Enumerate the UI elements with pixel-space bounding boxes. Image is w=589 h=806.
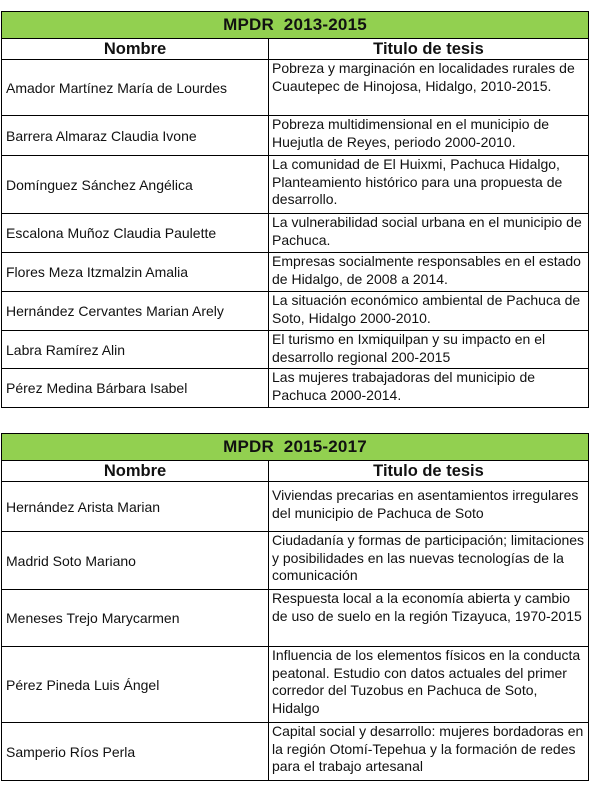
- student-name: Hernández Arista Marian: [2, 482, 269, 532]
- thesis-title: Respuesta local a la economía abierta y cambio de uso de suelo en la región Tizayuca, 1970-2015: [269, 590, 589, 647]
- student-name: Amador Martínez María de Lourdes: [2, 60, 269, 116]
- student-name: Labra Ramírez Alin: [2, 331, 269, 369]
- column-header-nombre: Nombre: [2, 39, 269, 60]
- table-row: [2, 532, 589, 590]
- thesis-title: Influencia de los elementos físicos en la conducta peatonal. Estudio con datos actuales del primer corredor del Tuzobus en Pachuca de Soto, Hidalgo: [269, 647, 589, 723]
- thesis-title: Capital social y desarrollo: mujeres bordadoras en la región Otomí-Tepehua y la formación de redes para el trabajo artesanal: [269, 723, 589, 781]
- thesis-title: Viviendas precarias en asentamientos irregulares del municipio de Pachuca de Soto: [269, 482, 589, 532]
- table-header-row: [2, 461, 589, 482]
- table-row: [2, 647, 589, 723]
- student-name: Barrera Almaraz Claudia Ivone: [2, 116, 269, 156]
- thesis-title: El turismo en Ixmiquilpan y su impacto en el desarrollo regional 200-2015: [269, 331, 589, 369]
- table-row: [2, 723, 589, 781]
- thesis-title: Empresas socialmente responsables en el estado de Hidalgo, de 2008 a 2014.: [269, 253, 589, 292]
- student-name: Flores Meza Itzmalzin Amalia: [2, 253, 269, 292]
- thesis-title: Ciudadanía y formas de participación; limitaciones y posibilidades en las nuevas tecnologías de la comunicación: [269, 532, 589, 590]
- table-title: MPDR 2013-2015: [2, 12, 589, 39]
- column-header-titulo-tesis: Titulo de tesis: [269, 39, 589, 60]
- table-row: [2, 292, 589, 331]
- student-name: Escalona Muñoz Claudia Paulette: [2, 214, 269, 253]
- table-title-row: [2, 434, 589, 461]
- thesis-title: La vulnerabilidad social urbana en el municipio de Pachuca.: [269, 214, 589, 253]
- thesis-title: La situación económico ambiental de Pachuca de Soto, Hidalgo 2000-2010.: [269, 292, 589, 331]
- column-header-nombre: Nombre: [2, 461, 269, 482]
- thesis-title: Pobreza y marginación en localidades rurales de Cuautepec de Hinojosa, Hidalgo, 2010-2015.: [269, 60, 589, 116]
- thesis-title: Pobreza multidimensional en el municipio de Huejutla de Reyes, periodo 2000-2010.: [269, 116, 589, 156]
- table-header-row: [2, 39, 589, 60]
- student-name: Hernández Cervantes Marian Arely: [2, 292, 269, 331]
- thesis-title: Las mujeres trabajadoras del municipio de Pachuca 2000-2014.: [269, 369, 589, 408]
- table-row: [2, 253, 589, 292]
- table-row: [2, 369, 589, 408]
- table-row: [2, 482, 589, 532]
- table-row: [2, 214, 589, 253]
- column-header-titulo-tesis: Titulo de tesis: [269, 461, 589, 482]
- student-name: Pérez Pineda Luis Ángel: [2, 647, 269, 723]
- table-row: [2, 331, 589, 369]
- table-row: [2, 116, 589, 156]
- thesis-table-2013-2015: [1, 11, 589, 408]
- table-title: MPDR 2015-2017: [2, 434, 589, 461]
- student-name: Pérez Medina Bárbara Isabel: [2, 369, 269, 408]
- table-row: [2, 60, 589, 116]
- thesis-table-2015-2017: [1, 433, 589, 781]
- table-row: [2, 156, 589, 214]
- table-row: [2, 590, 589, 647]
- thesis-title: La comunidad de El Huixmi, Pachuca Hidalgo, Planteamiento histórico para una propuesta de desarrollo.: [269, 156, 589, 214]
- student-name: Domínguez Sánchez Angélica: [2, 156, 269, 214]
- student-name: Meneses Trejo Marycarmen: [2, 590, 269, 647]
- student-name: Madrid Soto Mariano: [2, 532, 269, 590]
- student-name: Samperio Ríos Perla: [2, 723, 269, 781]
- table-title-row: [2, 12, 589, 39]
